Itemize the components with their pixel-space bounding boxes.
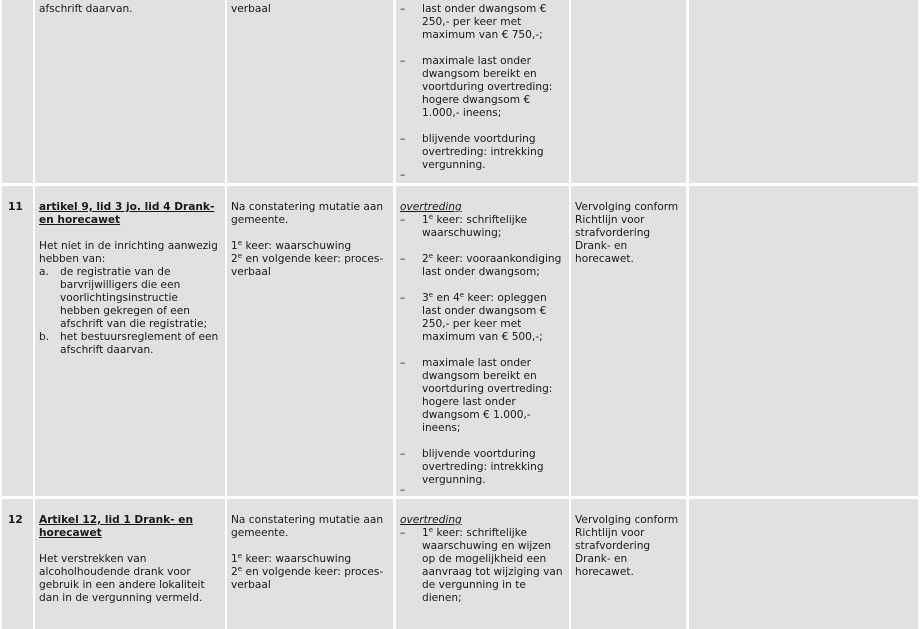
row-12-article-cell (35, 499, 225, 629)
row-11-sanction-item-4: – maximale last onder dwangsom bereikt en voortduring overtreding: hogere last onder dwangsom € 1.000,- ineens; (400, 357, 565, 435)
row-11-sanction-item-5: – blijvende voortduring overtreding: intrekking vergunning. (400, 448, 565, 487)
row-11-measure-first: 1e keer: waarschuwing (231, 239, 352, 252)
row-a-sanction-end-mark (400, 172, 565, 182)
row-11-list-item-b: b. het bestuursreglement of een afschrift daarvan. (39, 331, 219, 356)
row-11-remarks-cell (689, 186, 918, 496)
row-a-num-cell (2, 0, 33, 183)
row-12-remarks-cell (689, 499, 918, 629)
row-12-sanction-heading: overtreding (400, 514, 462, 526)
row-12-measure-intro: Na constatering mutatie aan gemeente. (231, 514, 384, 539)
row-11-prosecution-cell (571, 186, 686, 496)
row-11-sanction-heading: overtreding (400, 201, 462, 213)
row-11-sanction-item-3: – 3e en 4e keer: opleggen last onder dwangsom € 250,- per keer met maximum van € 500,-; (400, 292, 565, 344)
row-a-remarks-cell (689, 0, 918, 183)
row-11-measure-intro: Na constatering mutatie aan gemeente. (231, 201, 384, 226)
row-a-text-end: afschrift daarvan. (39, 3, 133, 15)
row-11-article-cell (35, 186, 225, 496)
row-11-prosecution-text: Vervolging conform Richtlijn voor strafvordering Drank- en horecawet. (575, 201, 679, 265)
row-12-number: 12 (8, 514, 23, 526)
row-a-sanction-item-3: – blijvende voortduring overtreding: intrekking vergunning. (400, 133, 565, 172)
row-12-description: Het verstrekken van alcoholhoudende drank voor gebruik in een andere lokaliteit dan in de vergunning vermeld. (39, 553, 205, 604)
row-11-sanction-item-2: – 2e keer: vooraankondiging last onder dwangsom; (400, 253, 565, 279)
row-11-description: Het niet in de inrichting aanwezig hebben van: (39, 240, 218, 265)
row-11-article-title: artikel 9, lid 3 jo. lid 4 Drank- en horecawet (39, 201, 215, 226)
row-11-sanction-item-1: – 1e keer: schriftelijke waarschuwing; (400, 214, 565, 240)
row-11-measure-cell (227, 186, 393, 496)
row-12-measure-second: 2e en volgende keer: proces-verbaal (231, 565, 384, 591)
row-11-number: 11 (8, 201, 23, 213)
row-a-article-cell (35, 0, 225, 183)
row-12-prosecution-text: Vervolging conform Richtlijn voor strafvordering Drank- en horecawet. (575, 514, 679, 578)
row-a-measure-text: verbaal (231, 3, 271, 15)
row-12-num-cell (2, 499, 33, 629)
row-a-sanction-item-2: – maximale last onder dwangsom bereikt en voortduring overtreding: hogere dwangsom € 1.000,- ineens; (400, 55, 565, 120)
row-12-sanction-cell (396, 499, 569, 629)
row-12-sanction-item-1: – 1e keer: schriftelijke waarschuwing en wijzen op de mogelijkheid een aanvraag tot wijziging van de vergunning in te dienen; (400, 527, 565, 605)
row-12-article-title: Artikel 12, lid 1 Drank- en horecawet (39, 514, 193, 539)
row-11-sanction-end-mark (400, 487, 565, 496)
row-11-measure-second: 2e en volgende keer: proces-verbaal (231, 252, 384, 278)
row-a-prosecution-cell (571, 0, 686, 183)
row-11-list-item-a: a. de registratie van de barvrijwilligers die een voorlichtingsinstructie hebben gekregen of een afschrift van die registratie; (39, 266, 208, 330)
row-11-sanction-cell (396, 186, 569, 496)
row-12-measure-first: 1e keer: waarschuwing (231, 552, 352, 565)
row-a-measure-cell (227, 0, 393, 183)
row-11-num-cell (2, 186, 33, 496)
row-12-measure-cell (227, 499, 393, 629)
row-a-sanction-cell (396, 0, 569, 183)
row-12-prosecution-cell (571, 499, 686, 629)
row-a-sanction-item-1: – last onder dwangsom € 250,- per keer met maximum van € 750,-; (400, 3, 565, 42)
